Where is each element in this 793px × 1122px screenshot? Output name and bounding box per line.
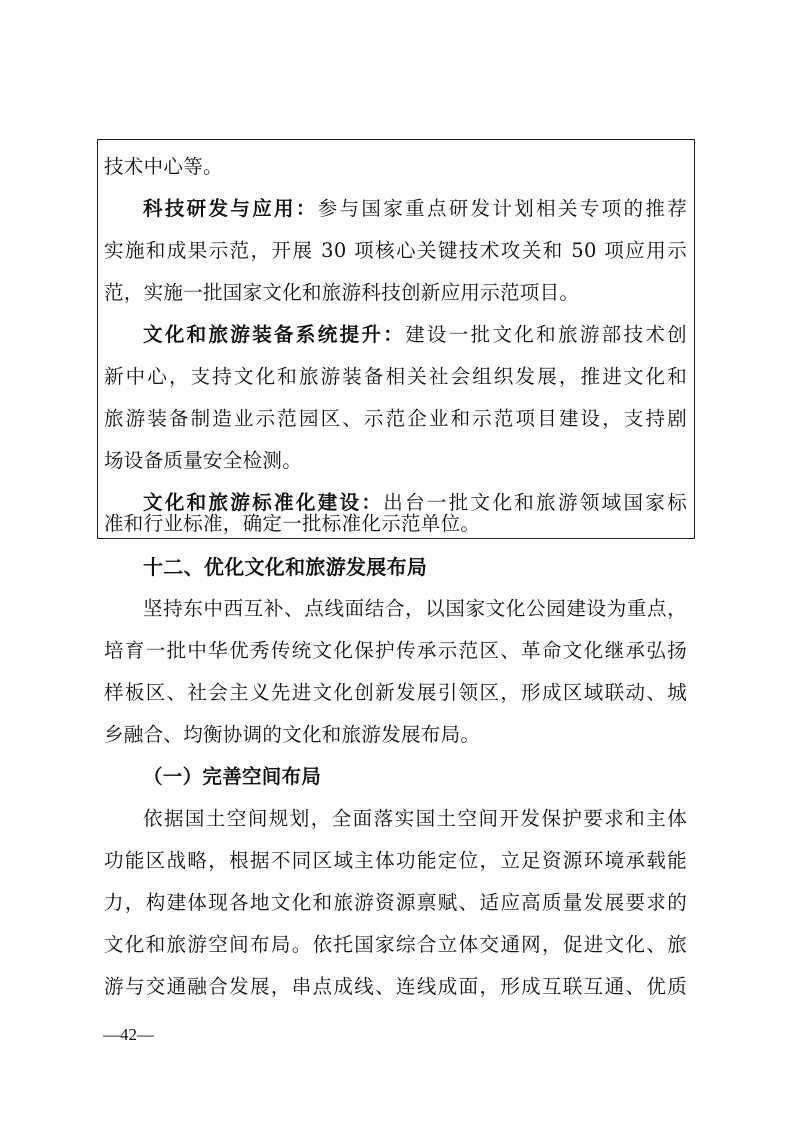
body-line-3: 力，构建体现各地文化和旅游资源禀赋、适应高质量发展要求的 [104,891,687,914]
box-line-5 [143,323,687,347]
intro-line-4: 乡融合、均衡协调的文化和旅游发展布局。 [104,723,481,746]
box-line-text: 参与国家重点研发计划相关专项的推荐 [317,197,687,220]
box-line-lead: 文化和旅游标准化建设： [143,491,384,514]
box-line-10 [104,512,687,536]
box-line-text: 实施和成果示范，开展 30 项核心关键技术攻关和 50 项应用示 [104,239,687,262]
box-line-lead: 文化和旅游装备系统提升： [143,323,406,346]
box-line-text: 场设备质量安全检测。 [104,449,303,472]
intro-line-1: 坚持东中西互补、点线面结合，以国家文化公园建设为重点， [143,597,687,620]
body-line-1: 依据国土空间规划，全面落实国土空间开发保护要求和主体 [143,807,687,830]
box-line-7 [104,407,687,431]
box-line-text: 新中心，支持文化和旅游装备相关社会组织发展，推进文化和 [104,365,687,388]
box-line-4 [104,281,687,305]
box-line-text: 建设一批文化和旅游部技术创 [405,323,687,346]
box-line-text: 出台一批文化和旅游领域国家标 [383,491,687,514]
intro-line-2: 培育一批中华优秀传统文化保护传承示范区、革命文化继承弘扬 [104,639,687,662]
box-line-2 [143,197,687,221]
section-title: 十二、优化文化和旅游发展布局 [143,555,428,579]
box-line-text: 准和行业标准，确定一批标准化示范单位。 [104,512,481,535]
box-line-6 [104,365,687,389]
body-line-2: 功能区战略，根据不同区域主体功能定位，立足资源环境承载能 [104,849,687,872]
box-line-text: 范，实施一批国家文化和旅游科技创新应用示范项目。 [104,281,580,304]
box-line-8 [104,449,687,473]
box-line-text: 旅游装备制造业示范园区、示范企业和示范项目建设，支持剧 [104,407,687,430]
intro-line-3: 样板区、社会主义先进文化创新发展引领区，形成区域联动、城 [104,681,687,704]
body-line-5: 游与交通融合发展，串点成线、连线成面，形成互联互通、优质 [104,975,687,998]
box-line-text: 技术中心等。 [104,155,223,178]
page-number: —42— [103,1025,154,1044]
subsection-title: （一）完善空间布局 [143,765,322,788]
body-line-4: 文化和旅游空间布局。依托国家综合立体交通网，促进文化、旅 [104,933,687,956]
box-line-1 [104,155,694,179]
box-line-3 [104,239,687,263]
box-line-lead: 科技研发与应用： [143,197,318,220]
